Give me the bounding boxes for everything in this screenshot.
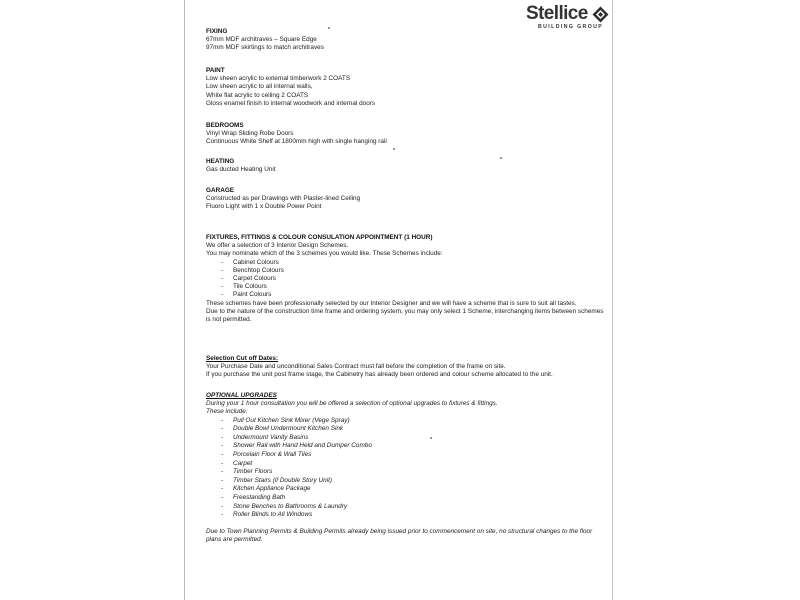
text-paragraph: Due to the nature of the construction time frame and ordering system, you may only select 1 Scheme, interchanging items between schemes is not permitted. <box>206 307 604 324</box>
company-logo <box>526 4 610 34</box>
text-line: 97mm MDF skirtings to match architraves <box>206 44 324 52</box>
page-right-edge <box>612 0 613 600</box>
section-garage <box>206 187 360 212</box>
list-item: - Shower Rail with Hand Held and Dumper Combo <box>233 442 606 451</box>
section-heading: Selection Cut off Dates: <box>206 355 279 362</box>
list-item: - Cabinet Colours <box>233 259 606 267</box>
list-item: - Porcelain Floor & Wall Tiles <box>233 451 606 460</box>
list-item: - Double Bowl Undermount Kitchen Sink <box>233 425 606 434</box>
text-line: Gas ducted Heating Unit <box>206 166 276 174</box>
list-item: - Timber Stairs (if Double Story Unit) <box>233 477 606 486</box>
section-heading: FIXTURES, FITTINGS & COLOUR CONSULATION APPOINTMENT (1 HOUR) <box>206 234 433 241</box>
section-heating <box>206 158 276 174</box>
section-heading: BEDROOMS <box>206 122 244 129</box>
text-line: If you purchase the unit post frame stage, the Cabinetry has already been ordered and colour scheme allocated to the unit. <box>206 371 553 379</box>
text-line: Fluoro Light with 1 x Double Power Point <box>206 203 322 211</box>
list-item: - Freestanding Bath <box>233 494 606 503</box>
section-heading: HEATING <box>206 158 235 165</box>
section-heading: FIXING <box>206 28 228 35</box>
text-paragraph: These schemes have been professionally selected by our Interior Designer and we will have a scheme that is sure to suit all tastes. <box>206 299 577 307</box>
list-item: - Roller Blinds to All Windows <box>233 511 606 520</box>
list-item: - Carpet Colours <box>233 275 606 283</box>
text-line: Gloss enamel finish to internal woodwork and internal doors <box>206 99 376 107</box>
text-line: Low sheen acrylic to external timberwork 2 COATS <box>206 75 351 83</box>
logo-wordmark: Stellice <box>526 3 588 24</box>
text-line: White flat acrylic to ceiling 2 COATS <box>206 91 309 99</box>
list-item: - Benchtop Colours <box>233 267 606 275</box>
section-paint <box>206 67 375 108</box>
list-item: - Pull Out Kitchen Sink Mixer (Vege Spray) <box>233 417 606 426</box>
text-line: Constructed as per Drawings with Plaster-lined Ceiling <box>206 195 361 203</box>
text-line: Low sheen acrylic to all internal walls, <box>206 83 313 91</box>
list-item: - Carpet <box>233 460 606 469</box>
section-cutoff <box>206 355 606 380</box>
text-line: During your 1 hour consultation you will be offered a selection of optional upgrades to fixtures & fittings. <box>206 400 498 408</box>
list-item: - Stone Benches to Bathrooms & Laundry <box>233 503 606 512</box>
text-line: We offer a selection of 3 Interior Design Schemes. <box>206 242 349 250</box>
text-line: Vinyl Wrap Sliding Robe Doors <box>206 130 294 138</box>
list-item: - Tile Colours <box>233 283 606 291</box>
section-bedrooms <box>206 122 387 147</box>
logo-subtitle: BUILDING GROUP <box>538 24 604 30</box>
section-fixtures <box>206 234 606 324</box>
list-item: - Paint Colours <box>233 291 606 299</box>
page-left-edge <box>184 0 185 600</box>
diamond-logo-icon <box>592 6 609 23</box>
text-line: These include: <box>206 408 248 416</box>
text-line: You may nominate which of the 3 schemes you would like. These Schemes include: <box>206 250 443 258</box>
text-line: Continuous White Shelf at 1800mm high with single hanging rail <box>206 138 387 146</box>
scheme-list <box>206 259 606 300</box>
text-line: Your Purchase Date and unconditional Sales Contract must fall before the completion of the frame on site. <box>206 363 506 371</box>
scan-speck <box>430 437 432 439</box>
list-item: - Undermount Vanity Basins <box>233 434 606 443</box>
section-heading: PAINT <box>206 67 225 74</box>
scan-speck <box>328 27 330 29</box>
section-heading: OPTIONAL UPGRADES <box>206 392 277 399</box>
list-item: - Kitchen Appliance Package <box>233 485 606 494</box>
scan-speck <box>500 157 502 159</box>
scan-speck <box>393 148 395 150</box>
upgrade-list <box>206 417 606 520</box>
list-item: - Timber Floors <box>233 468 606 477</box>
text-paragraph: Due to Town Planning Permits & Building Permits already being issued prior to commencement on site, no structural changes to the floor plans are permitted. <box>206 527 593 543</box>
section-upgrades <box>206 392 606 544</box>
section-fixing <box>206 28 324 53</box>
text-line: 67mm MDF architraves – Square Edge <box>206 36 317 44</box>
section-heading: GARAGE <box>206 187 235 194</box>
